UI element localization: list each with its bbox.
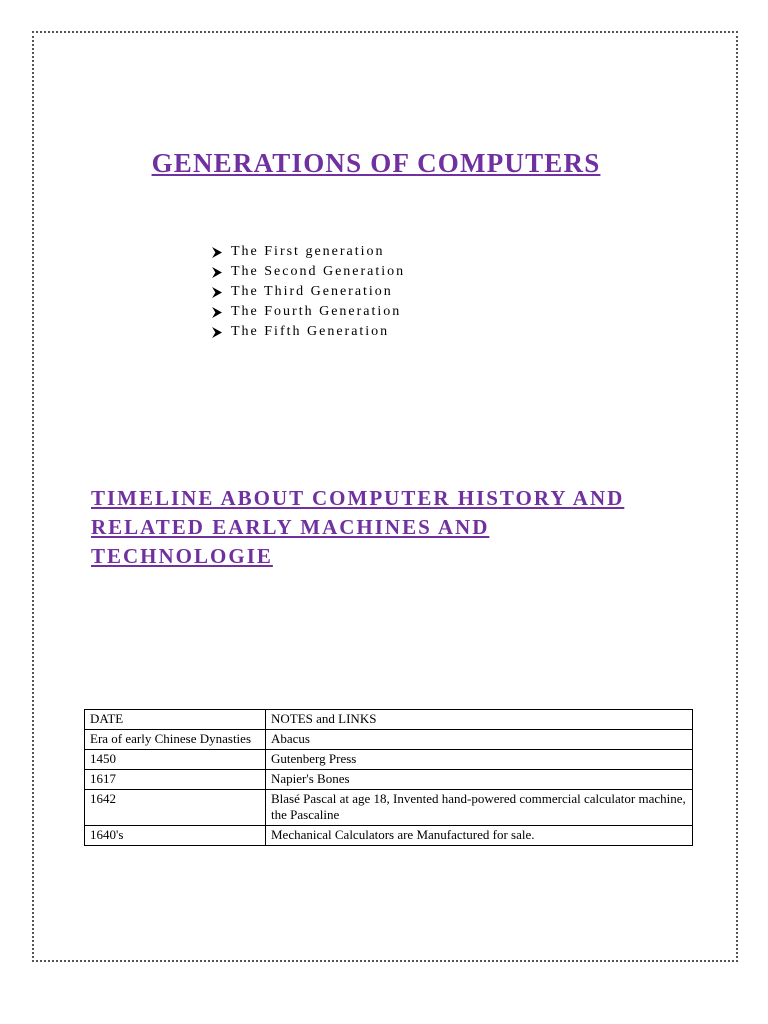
list-item-label: The Fifth Generation bbox=[231, 324, 390, 339]
list-item-label: The Fourth Generation bbox=[231, 304, 402, 319]
table-cell-notes: Mechanical Calculators are Manufactured for sale. bbox=[266, 826, 693, 846]
table-row bbox=[85, 730, 693, 750]
column-header-date: DATE bbox=[85, 710, 266, 730]
table-cell-notes: Napier's Bones bbox=[266, 770, 693, 790]
table-row bbox=[85, 750, 693, 770]
list-item bbox=[211, 322, 405, 342]
generations-list bbox=[211, 242, 405, 342]
table-cell-notes: Abacus bbox=[266, 730, 693, 750]
timeline-table bbox=[84, 709, 693, 846]
arrow-bullet-icon bbox=[211, 307, 222, 318]
arrow-bullet-icon bbox=[211, 247, 222, 258]
column-header-notes: NOTES and LINKS bbox=[266, 710, 693, 730]
list-item bbox=[211, 242, 405, 262]
list-item-label: The First generation bbox=[231, 244, 385, 259]
timeline-heading-line: TECHNOLOGIE bbox=[91, 544, 273, 568]
table-row bbox=[85, 826, 693, 846]
table-cell-notes: Blasé Pascal at age 18, Invented hand-powered commercial calculator machine, the Pascaline bbox=[266, 790, 693, 826]
list-item-label: The Second Generation bbox=[231, 264, 406, 279]
table-row bbox=[85, 770, 693, 790]
table-cell-date: 1642 bbox=[85, 790, 266, 826]
table-cell-notes: Gutenberg Press bbox=[266, 750, 693, 770]
list-item bbox=[211, 262, 405, 282]
timeline-heading-line: RELATED EARLY MACHINES AND bbox=[91, 515, 490, 539]
list-item-label: The Third Generation bbox=[231, 284, 393, 299]
table-cell-date: Era of early Chinese Dynasties bbox=[85, 730, 266, 750]
arrow-bullet-icon bbox=[211, 267, 222, 278]
table-cell-date: 1617 bbox=[85, 770, 266, 790]
table-row bbox=[85, 790, 693, 826]
timeline-heading-line: TIMELINE ABOUT COMPUTER HISTORY AND bbox=[91, 486, 625, 510]
arrow-bullet-icon bbox=[211, 287, 222, 298]
table-header-row bbox=[85, 710, 693, 730]
list-item bbox=[211, 282, 405, 302]
timeline-heading bbox=[91, 484, 691, 571]
arrow-bullet-icon bbox=[211, 327, 222, 338]
list-item bbox=[211, 302, 405, 322]
page-title: GENERATIONS OF COMPUTERS bbox=[151, 148, 601, 178]
table-cell-date: 1640's bbox=[85, 826, 266, 846]
table-cell-date: 1450 bbox=[85, 750, 266, 770]
